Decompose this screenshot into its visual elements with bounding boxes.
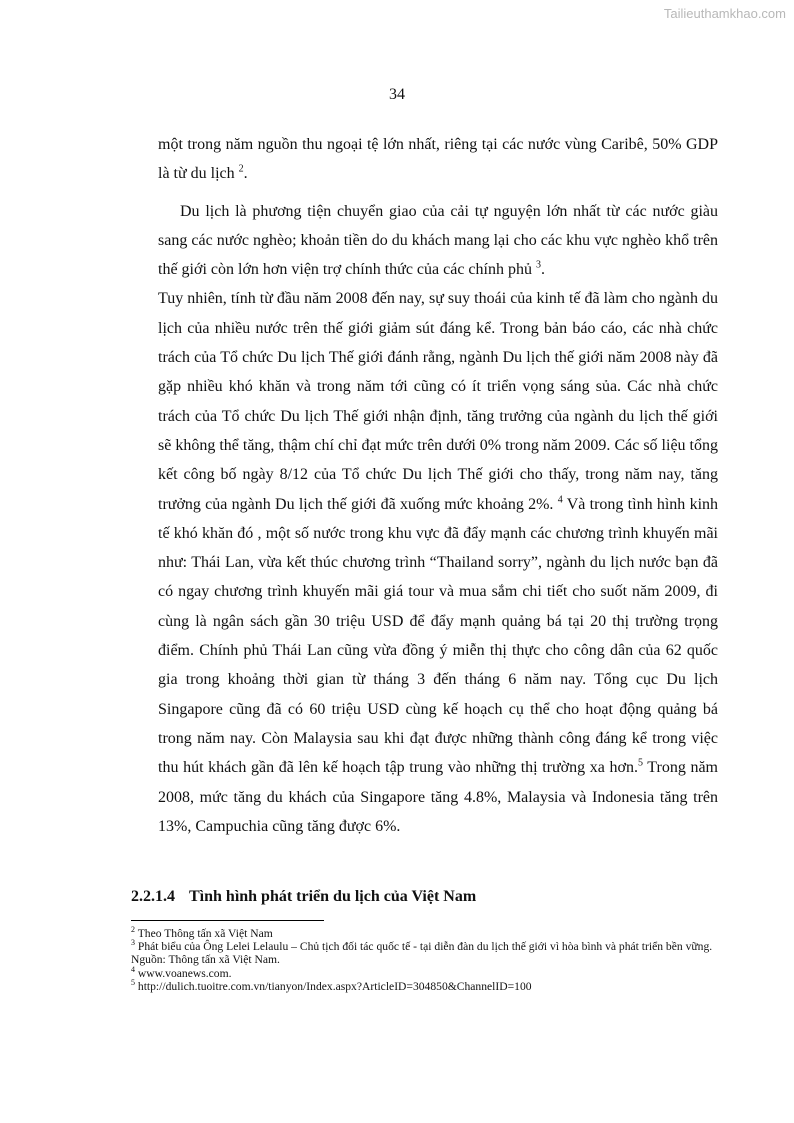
footnote-divider [131,920,324,921]
footnote-text: Theo Thông tấn xã Việt Nam [135,927,273,940]
paragraph-1 [158,130,718,189]
footnote-number: 3 [131,938,135,948]
footnote-ref-5[interactable]: 5 [637,757,643,769]
footnote-3 [131,940,721,966]
paragraph-1-end: . [243,165,248,183]
paragraph-3 [158,284,718,841]
footnote-4 [131,964,721,980]
footnote-number: 5 [131,977,135,987]
section-number: 2.2.1.4 [131,888,175,905]
footnote-link[interactable]: http://dulich.tuoitre.com.vn/tianyon/Index.aspx?ArticleID=304850&ChannelID=100 [135,979,532,993]
paragraph-3-text-a: Tuy nhiên, tính từ đầu năm 2008 đến nay, sự suy thoái của kinh tế đã làm cho ngành du lịch của nhiều nước trên thế giới giảm sút đáng kể. Trong bản báo cáo, các nhà chức trách của Tổ chức Du lịch Thế giới đánh rằng, ngành Du lịch thế giới năm 2008 này đã gặp nhiều khó khăn và trong năm tới cũng có ít triển vọng sáng sủa. Các nhà chức trách của Tổ chức Du lịch Thế giới nhận định, tăng trưởng của ngành du lịch thế giới sẽ không thể tăng, thậm chí chỉ đạt mức trên dưới 0% trong năm 2009. Các số liệu tổng kết công bố ngày 8/12 của Tổ chức Du lịch Thế giới cho thấy, trong năm nay, tăng trưởng của ngành Du lịch thế giới đã xuống mức khoảng 2%. [158,290,718,513]
footnote-2 [131,927,721,940]
footnote-ref-3[interactable]: 3 [535,259,541,271]
footnote-ref-4[interactable]: 4 [557,494,563,506]
paragraph-2-text: Du lịch là phương tiện chuyển giao của cải tự nguyện lớn nhất từ các nước giàu sang các nước nghèo; khoản tiền do du khách mang lại cho các khu vực nghèo khổ trên thế giới còn lớn hơn viện trợ chính thức của các chính phủ [158,202,718,279]
page-number: 34 [389,86,405,103]
footnote-ref-2[interactable]: 2 [238,163,244,175]
paragraph-3-text-c: Trong năm 2008, mức tăng du khách của Singapore tăng 4.8%, Malaysia và Indonesia tăng trên 13%, Campuchia cũng tăng được 6%. [158,759,718,835]
section-heading [131,888,476,906]
footnote-number: 4 [131,964,135,974]
paragraph-2 [158,197,718,285]
body-text [158,130,718,841]
footnote-5 [131,977,721,993]
paragraph-3-text-b: Và trong tình hình kinh tế khó khăn đó , một số nước trong khu vực đã đẩy mạnh các chương trình khuyến mãi như: Thái Lan, vừa kết thúc chương trình “Thailand sorry”, ngành du lịch nước bạn đã có ngay chương trình khuyến mãi giá tour và mua sắm chi tiết cho suốt năm 2009, đi cùng là ngân sách gần 30 triệu USD để đẩy mạnh quảng bá tại 20 thị trường trọng điểm. Chính phủ Thái Lan cũng vừa đồng ý miễn thị thực cho công dân của 62 quốc gia trong khoảng thời gian từ tháng 3 đến tháng 6 năm nay. Tổng cục Du lịch Singapore cũng đã có 60 triệu USD cùng kế hoạch cụ thể cho hoạt động quảng bá trong năm nay. Còn Malaysia sau khi đạt được những thành công đáng kể trong việc thu hút khách gần đã lên kế hoạch tập trung vào những thị trường xa hơn. [158,495,719,777]
watermark: Tailieuthamkhao.com [663,6,786,21]
footnotes [131,927,721,993]
paragraph-1-text: một trong năm nguồn thu ngoại tệ lớn nhất, riêng tại các nước vùng Caribê, 50% GDP là từ du lịch [158,136,718,183]
footnote-text: Phát biểu của Ông Lelei Lelaulu – Chủ tịch đối tác quốc tế - tại diễn đàn du lịch thế giới vì hòa bình và phát triển bền vững. Nguồn: Thông tấn xã Việt Nam. [131,940,713,967]
footnote-number: 2 [131,925,135,935]
section-title: Tình hình phát triển du lịch của Việt Nam [189,888,477,905]
paragraph-2-end: . [540,261,545,279]
footnote-link[interactable]: www.voanews.com. [135,966,232,980]
